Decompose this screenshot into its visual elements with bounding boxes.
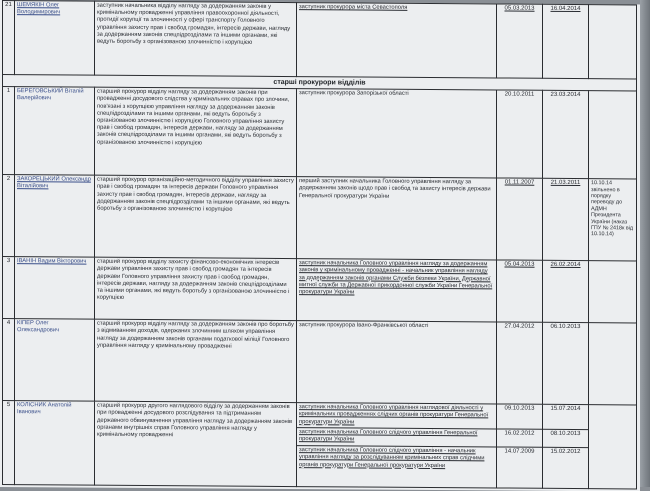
note-cell xyxy=(589,91,637,179)
person-name: ЗАКОРЕЦЬКИЙ Олександр Віталійович xyxy=(15,175,95,258)
new-position-2: заступник начальника Головного слідчого управління Генеральної прокуратури України xyxy=(297,427,496,446)
new-position: заступник прокурора Запорізької області xyxy=(297,89,497,178)
new-position: перший заступник начальника Головного управління нагляду за додержанням законів щодо прав і свобод та захисту інтересів держави Генеральної прокуратури України xyxy=(297,177,497,260)
note-cell xyxy=(589,323,637,405)
section-title: старші прокурори відділів xyxy=(3,75,637,92)
row-number: 3 xyxy=(3,257,15,319)
date-to-1: 15.07.2014 xyxy=(550,406,581,413)
person-name: БЕРЕГОВСЬКИЙ Віталій Валерійович xyxy=(15,87,95,176)
table-row xyxy=(3,319,637,405)
table-row xyxy=(3,401,637,489)
date-to: 16.04.2014 xyxy=(543,4,589,78)
date-to: 23.03.2014 xyxy=(543,90,589,178)
previous-position: старший прокурор відділу нагляду за додержанням законів про боротьбу з відмиванням доходів, одержаних злочинним шляхом управління нагляду за додержанням законів органами податкової міліції Головного управління нагляду у кримінальному провадженні xyxy=(95,319,297,402)
date-to: 26.02.2014 xyxy=(543,260,589,322)
new-position-3: заступник начальника Головного слідчого управління - начальник управління нагляду за розслідуванням кримінальних справ слідчими органів прокуратури Генеральної прокуратури України xyxy=(297,445,496,479)
row-number: 5 xyxy=(3,401,15,485)
table-row xyxy=(3,1,637,79)
date-from: 27.04.2012 xyxy=(497,322,543,404)
note-cell xyxy=(589,261,637,323)
note-text: 10.10.14 звільнено в порядку переводу до АДМН Президента України (наказ ГПУ № 2418к від 10.10.14) xyxy=(591,180,634,238)
page-edge-shadow xyxy=(640,0,650,487)
person-name: КОЛІСНИК Анатолій Іванович xyxy=(15,401,95,486)
row-number: 2 xyxy=(3,175,15,257)
previous-position-text: заступник начальника відділу нагляду за додержанням законів у кримінальному провадженні управління правоохоронної діяльності, протидії корупції та злочинності у сфері транспорту Головного управління захисту прав і свобод громадян, інтересів держави, нагляду за додержанням законів спецпідрозділами та іншими органами, які ведуть боротьбу з організованою злочинністю і корупцією xyxy=(97,2,291,46)
date-from xyxy=(497,404,543,488)
date-from: 01.11.2007 xyxy=(497,178,543,260)
date-from-3: 14.07.2009 xyxy=(497,447,542,480)
table-row xyxy=(3,175,637,261)
date-from: 20.10.2011 xyxy=(497,90,543,178)
person-name: ШЕМЯКІН Олег Володимирович xyxy=(15,1,95,76)
new-position xyxy=(297,403,497,488)
previous-position xyxy=(95,1,297,76)
previous-position: старший прокурор організаційно-методичного відділу управління захисту прав і свобод громадян та інтересів держави Головного управління захисту прав і свобод громадян, інтересів держави, нагляду за додержанням законів спецпідрозділами та іншими органами, які ведуть боротьбу з організованою злочинністю і корупцією xyxy=(95,175,297,258)
note-cell xyxy=(589,5,637,79)
date-from-2: 16.02.2012 xyxy=(497,429,542,447)
new-position: заступник начальника Головного управління нагляду за додержанням законів у кримінальному провадженні - начальник управління нагляду за додержанням законів органами Служби безпеки України, Державної митної служби та Державної прикордонної служби України Генеральної прокуратури України xyxy=(297,259,497,322)
previous-position xyxy=(95,257,297,320)
date-to: 06.10.2013 xyxy=(543,322,589,404)
date-to: 21.03.2011 xyxy=(543,178,589,260)
table-row xyxy=(3,87,637,179)
date-from-1: 09.10.2013 xyxy=(504,405,535,412)
row-number: 1 xyxy=(3,87,15,175)
date-from: 05.04.2013 xyxy=(497,260,543,322)
row-number: 4 xyxy=(3,319,15,401)
previous-position: старший прокурор другого наглядового відділу за додержанням законів при провадженні досудового розслідування та підтриманням державного обвинувачення управління нагляду за додержанням законів органами внутрішніх справ Головного управління нагляду у кримінальному провадженні xyxy=(95,401,297,486)
row-number: 21 xyxy=(3,1,15,75)
person-name: КІПЕР Олег Олександрович xyxy=(15,319,95,402)
person-name: ІВАНІН Вадим Вікторович xyxy=(15,257,95,320)
note-cell xyxy=(589,179,637,261)
date-from: 05.03.2013 xyxy=(497,4,543,78)
date-to-3: 15.02.2012 xyxy=(543,447,588,480)
previous-position xyxy=(95,87,297,176)
new-position: заступник прокурора міста Севастополя xyxy=(297,3,497,78)
new-position: заступник прокурора Івано-Франківської області xyxy=(297,321,497,404)
personnel-table xyxy=(2,0,637,490)
note-cell xyxy=(589,405,637,489)
table-row xyxy=(3,257,637,323)
date-to xyxy=(543,404,589,488)
previous-position-text: старший прокурор відділу захисту фінансово-економічних інтересів держави управління захисту прав і свобод громадян та інтересів держави Головного управління захисту прав і свобод громадян, інтересів держави, нагляду за додержанням законів спецпідрозділами та іншими органами, які ведуть боротьбу з організованою злочинністю і корупцією xyxy=(97,258,290,302)
previous-position-text: старший прокурор відділу нагляду за додержанням законів при провадженні досудового слідства у кримінальних справах про злочини, пов'язані з корупцією управління нагляду за додержанням законів спецпідрозділами та іншими органами, які ведуть боротьбу з організованою злочинністю і корупцією Головного управління захисту прав і свобод громадян, інтересів держави, нагляду за додержанням законів спецпідрозділами та іншими органами, які ведуть боротьбу з організованою злочинністю і корупцією xyxy=(97,88,290,147)
date-to-2: 08.10.2013 xyxy=(543,429,588,447)
new-position-1: заступник начальника Головного управління наглядової діяльності у кримінальних провадженнях слідчих органів прокуратури Генеральної прокуратури України xyxy=(299,404,489,426)
